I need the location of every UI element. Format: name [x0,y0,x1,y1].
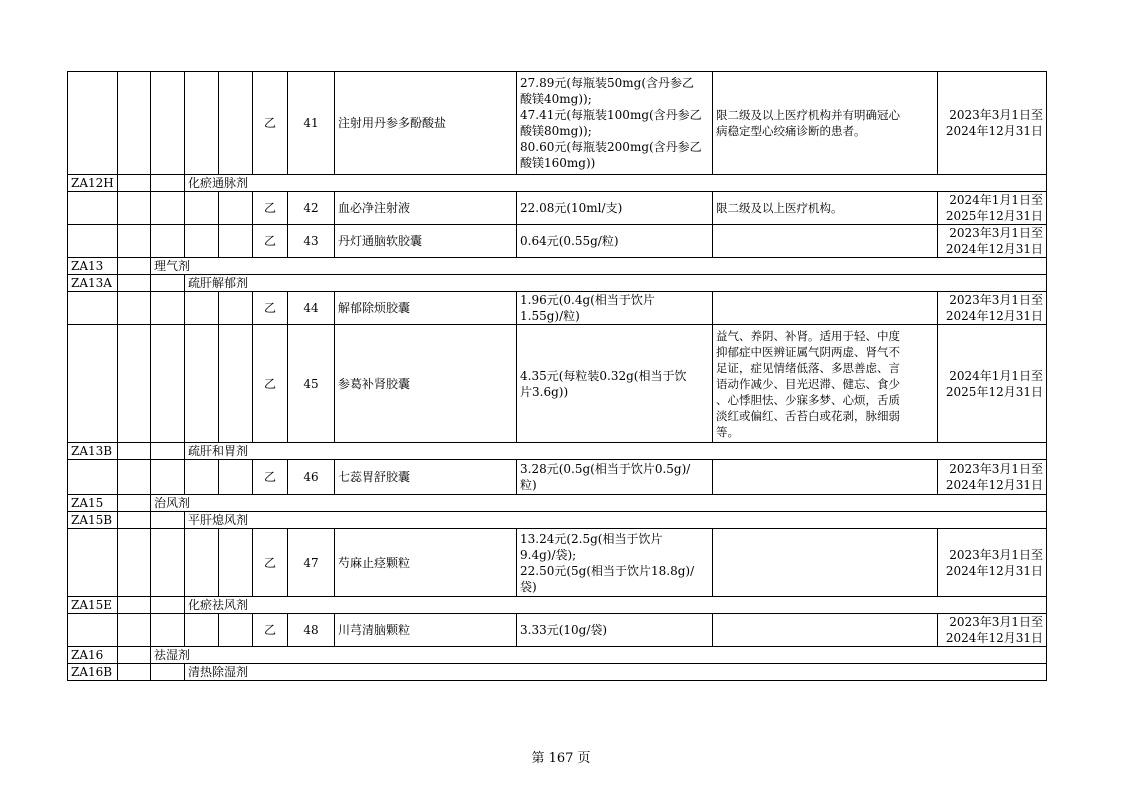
empty-cell [118,647,151,664]
grade-cell: 乙 [253,72,288,175]
empty-cell [68,192,118,225]
drug-name-cell: 丹灯通脑软胶囊 [335,225,517,258]
number-cell: 46 [288,460,335,495]
remark-cell [713,225,938,258]
remark-cell: 限二级及以上医疗机构。 [713,192,938,225]
number-cell: 45 [288,325,335,443]
empty-cell [151,72,185,175]
table-body [68,72,1047,681]
number-cell: 42 [288,192,335,225]
category-row [68,258,1047,275]
drug-row [68,614,1047,647]
empty-cell [118,225,151,258]
number-cell: 47 [288,529,335,597]
category-code: ZA13A [68,275,118,292]
grade-cell: 乙 [253,325,288,443]
empty-cell [151,292,185,325]
number-cell: 43 [288,225,335,258]
remark-cell: 限二级及以上医疗机构并有明确冠心 病稳定型心绞痛诊断的患者。 [713,72,938,175]
drug-name-cell: 川芎清脑颗粒 [335,614,517,647]
empty-cell [151,192,185,225]
empty-cell [151,460,185,495]
spec-price-cell: 3.28元(0.5g(相当于饮片0.5g)/ 粒) [517,460,713,495]
empty-cell [118,495,151,512]
number-cell: 48 [288,614,335,647]
empty-cell [219,614,253,647]
category-title: 祛湿剂 [151,647,1047,664]
drug-catalog-table [67,71,1047,681]
empty-cell [68,460,118,495]
category-row [68,443,1047,460]
empty-cell [118,192,151,225]
category-title: 化瘀祛风剂 [185,597,1047,614]
category-code: ZA15 [68,495,118,512]
category-row [68,597,1047,614]
number-cell: 44 [288,292,335,325]
grade-cell: 乙 [253,460,288,495]
remark-cell [713,460,938,495]
empty-cell [151,664,185,681]
category-title: 疏肝解郁剂 [185,275,1047,292]
empty-cell [118,597,151,614]
drug-row [68,192,1047,225]
grade-cell: 乙 [253,225,288,258]
empty-cell [151,325,185,443]
spec-price-cell: 1.96元(0.4g(相当于饮片 1.55g)/粒) [517,292,713,325]
empty-cell [151,175,185,192]
empty-cell [68,292,118,325]
empty-cell [185,614,219,647]
page-number: 第 167 页 [531,751,591,766]
empty-cell [118,443,151,460]
empty-cell [118,325,151,443]
empty-cell [118,175,151,192]
empty-cell [118,614,151,647]
empty-cell [118,529,151,597]
grade-cell: 乙 [253,192,288,225]
empty-cell [185,192,219,225]
empty-cell [185,292,219,325]
empty-cell [118,292,151,325]
empty-cell [151,443,185,460]
validity-period-cell: 2023年3月1日至 2024年12月31日 [938,460,1047,495]
drug-name-cell: 解郁除烦胶囊 [335,292,517,325]
remark-cell: 益气、养阴、补肾。适用于轻、中度 抑郁症中医辨证属气阴两虚、肾气不 足证，症见情绪低落、多思善虑、言 语动作减少、目光迟滞、健忘、食少 、心悸胆怯、少寐多梦、心烦，舌质 淡红或偏红、舌苔白或花剥，脉细弱 等。 [713,325,938,443]
empty-cell [118,664,151,681]
empty-cell [68,614,118,647]
drug-name-cell: 血必净注射液 [335,192,517,225]
validity-period-cell: 2023年3月1日至 2024年12月31日 [938,614,1047,647]
empty-cell [219,325,253,443]
validity-period-cell: 2024年1月1日至 2025年12月31日 [938,325,1047,443]
empty-cell [219,192,253,225]
category-title: 平肝熄风剂 [185,512,1047,529]
drug-row [68,225,1047,258]
empty-cell [185,460,219,495]
drug-name-cell: 参葛补肾胶囊 [335,325,517,443]
drug-name-cell: 七蕊胃舒胶囊 [335,460,517,495]
validity-period-cell: 2024年1月1日至 2025年12月31日 [938,192,1047,225]
empty-cell [219,292,253,325]
grade-cell: 乙 [253,292,288,325]
empty-cell [118,72,151,175]
category-row [68,175,1047,192]
drug-name-cell: 芍麻止痉颗粒 [335,529,517,597]
category-title: 疏肝和胃剂 [185,443,1047,460]
validity-period-cell: 2023年3月1日至 2024年12月31日 [938,529,1047,597]
number-cell: 41 [288,72,335,175]
empty-cell [118,258,151,275]
category-row [68,664,1047,681]
drug-name-cell: 注射用丹参多酚酸盐 [335,72,517,175]
empty-cell [151,275,185,292]
drug-row [68,460,1047,495]
empty-cell [185,325,219,443]
drug-row [68,529,1047,597]
empty-cell [219,225,253,258]
empty-cell [151,529,185,597]
empty-cell [68,72,118,175]
empty-cell [68,529,118,597]
category-code: ZA13B [68,443,118,460]
spec-price-cell: 27.89元(每瓶装50mg(含丹参乙 酸镁40mg)); 47.41元(每瓶装100mg(含丹参乙 酸镁80mg)); 80.60元(每瓶装200mg(含丹参乙 酸镁160mg)) [517,72,713,175]
remark-cell [713,292,938,325]
validity-period-cell: 2023年3月1日至 2024年12月31日 [938,225,1047,258]
remark-cell [713,614,938,647]
category-title: 清热除湿剂 [185,664,1047,681]
empty-cell [118,512,151,529]
validity-period-cell: 2023年3月1日至 2024年12月31日 [938,292,1047,325]
empty-cell [68,225,118,258]
empty-cell [118,275,151,292]
validity-period-cell: 2023年3月1日至 2024年12月31日 [938,72,1047,175]
spec-price-cell: 0.64元(0.55g/粒) [517,225,713,258]
empty-cell [151,614,185,647]
empty-cell [219,529,253,597]
category-title: 治风剂 [151,495,1047,512]
empty-cell [185,72,219,175]
drug-row [68,72,1047,175]
empty-cell [219,460,253,495]
category-code: ZA16B [68,664,118,681]
empty-cell [219,72,253,175]
category-code: ZA13 [68,258,118,275]
drug-row [68,325,1047,443]
spec-price-cell: 22.08元(10ml/支) [517,192,713,225]
empty-cell [185,529,219,597]
spec-price-cell: 4.35元(每粒装0.32g(相当于饮 片3.6g)) [517,325,713,443]
category-code: ZA12H [68,175,118,192]
empty-cell [151,597,185,614]
remark-cell [713,529,938,597]
empty-cell [68,325,118,443]
category-row [68,495,1047,512]
empty-cell [185,225,219,258]
spec-price-cell: 13.24元(2.5g(相当于饮片 9.4g)/袋); 22.50元(5g(相当于饮片18.8g)/ 袋) [517,529,713,597]
category-row [68,512,1047,529]
empty-cell [118,460,151,495]
category-title: 化瘀通脉剂 [185,175,1047,192]
category-code: ZA16 [68,647,118,664]
empty-cell [151,512,185,529]
grade-cell: 乙 [253,529,288,597]
category-row [68,647,1047,664]
drug-row [68,292,1047,325]
empty-cell [151,225,185,258]
spec-price-cell: 3.33元(10g/袋) [517,614,713,647]
grade-cell: 乙 [253,614,288,647]
category-code: ZA15E [68,597,118,614]
category-row [68,275,1047,292]
category-code: ZA15B [68,512,118,529]
category-title: 理气剂 [151,258,1047,275]
